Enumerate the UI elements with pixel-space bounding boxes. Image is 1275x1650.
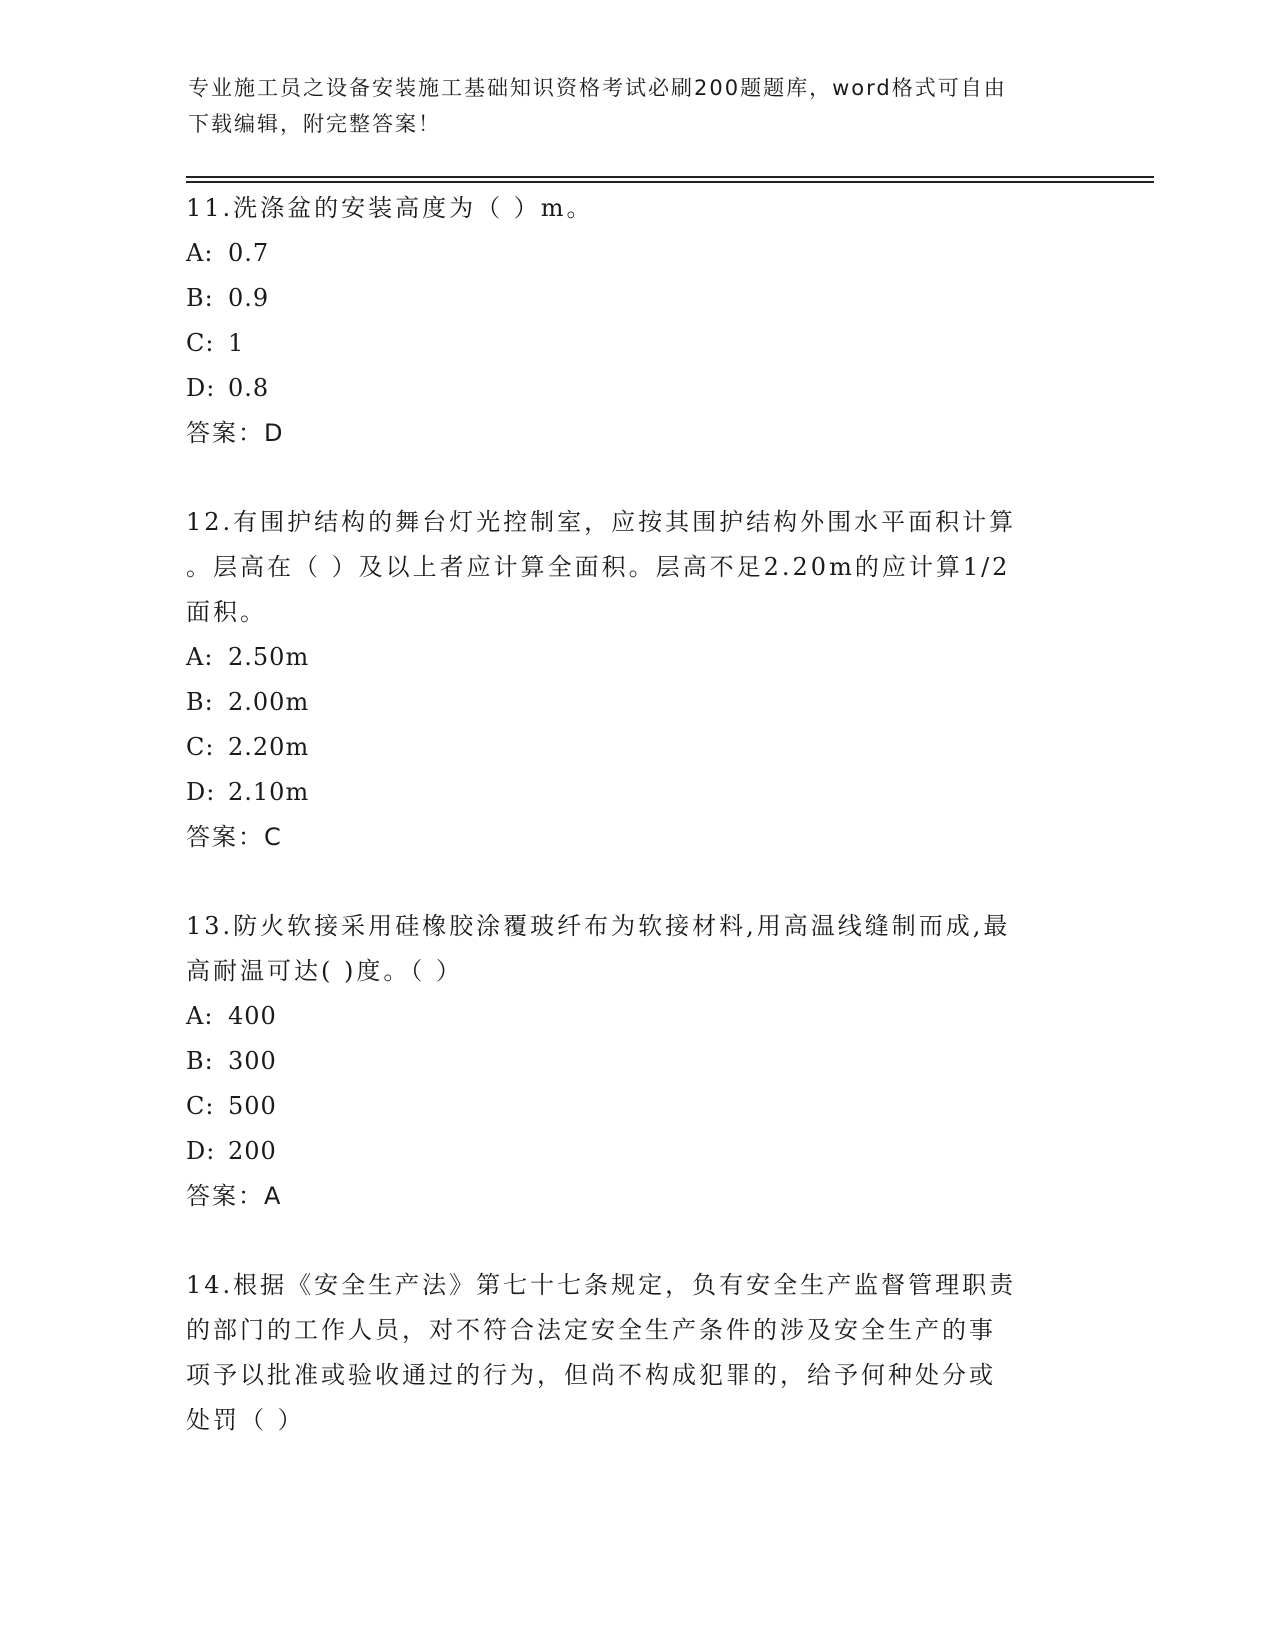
question-list — [186, 186, 1086, 1487]
question-14 — [186, 1263, 1086, 1443]
option-text: 2.00m — [228, 688, 310, 716]
option-key: C: — [186, 733, 215, 761]
option-key: A: — [186, 643, 214, 671]
question-12 — [186, 500, 1086, 860]
answer-line: 答案：C — [186, 823, 283, 851]
question-stem: 11.洗涤盆的安装高度为（ ）m。 — [186, 194, 594, 222]
option-d — [186, 770, 1086, 815]
question-stem: 14.根据《安全生产法》第七十七条规定，负有安全生产监督管理职责 — [186, 1271, 1017, 1299]
answer-line: 答案：A — [186, 1182, 283, 1210]
option-key: A: — [186, 239, 214, 267]
question-stem: 高耐温可达( )度。（ ） — [186, 957, 463, 985]
question-stem: 处罚（ ） — [186, 1406, 305, 1434]
option-text: 500 — [228, 1092, 277, 1120]
question-13 — [186, 904, 1086, 1219]
question-11 — [186, 186, 1086, 456]
option-c — [186, 321, 1086, 366]
option-a — [186, 231, 1086, 276]
header-divider-top — [186, 176, 1154, 178]
header-divider-bottom — [186, 181, 1154, 183]
question-stem: 项予以批准或验收通过的行为，但尚不构成犯罪的，给予何种处分或 — [186, 1361, 996, 1389]
option-b — [186, 276, 1086, 321]
option-b — [186, 680, 1086, 725]
option-b — [186, 1039, 1086, 1084]
option-text: 2.20m — [228, 733, 310, 761]
question-stem: 。层高在（ ）及以上者应计算全面积。层高不足2.20m的应计算1/2 — [186, 553, 1011, 581]
option-text: 2.50m — [228, 643, 310, 671]
option-key: B: — [186, 688, 214, 716]
option-key: D: — [186, 778, 216, 806]
document-header — [188, 70, 1068, 142]
option-key: B: — [186, 284, 214, 312]
option-key: B: — [186, 1047, 214, 1075]
option-d — [186, 1129, 1086, 1174]
question-stem: 面积。 — [186, 598, 267, 626]
option-key: D: — [186, 1137, 216, 1165]
option-key: C: — [186, 329, 215, 357]
option-a — [186, 635, 1086, 680]
option-key: C: — [186, 1092, 215, 1120]
option-text: 300 — [228, 1047, 277, 1075]
option-c — [186, 1084, 1086, 1129]
option-key: D: — [186, 374, 216, 402]
option-text: 2.10m — [228, 778, 310, 806]
option-d — [186, 366, 1086, 411]
option-text: 0.7 — [228, 239, 270, 267]
option-text: 200 — [228, 1137, 277, 1165]
option-key: A: — [186, 1002, 214, 1030]
option-text: 0.9 — [228, 284, 270, 312]
option-c — [186, 725, 1086, 770]
question-stem: 的部门的工作人员，对不符合法定安全生产条件的涉及安全生产的事 — [186, 1316, 996, 1344]
option-text: 1 — [228, 329, 245, 357]
option-text: 400 — [228, 1002, 277, 1030]
header-line-1: 专业施工员之设备安装施工基础知识资格考试必刷200题题库，word格式可自由 — [188, 76, 1007, 100]
option-a — [186, 994, 1086, 1039]
option-text: 0.8 — [228, 374, 270, 402]
question-stem: 12.有围护结构的舞台灯光控制室，应按其围护结构外围水平面积计算 — [186, 508, 1017, 536]
question-stem: 13.防火软接采用硅橡胶涂覆玻纤布为软接材料,用高温线缝制而成,最 — [186, 912, 1011, 940]
answer-line: 答案：D — [186, 419, 285, 447]
header-line-2: 下载编辑，附完整答案！ — [188, 112, 441, 136]
